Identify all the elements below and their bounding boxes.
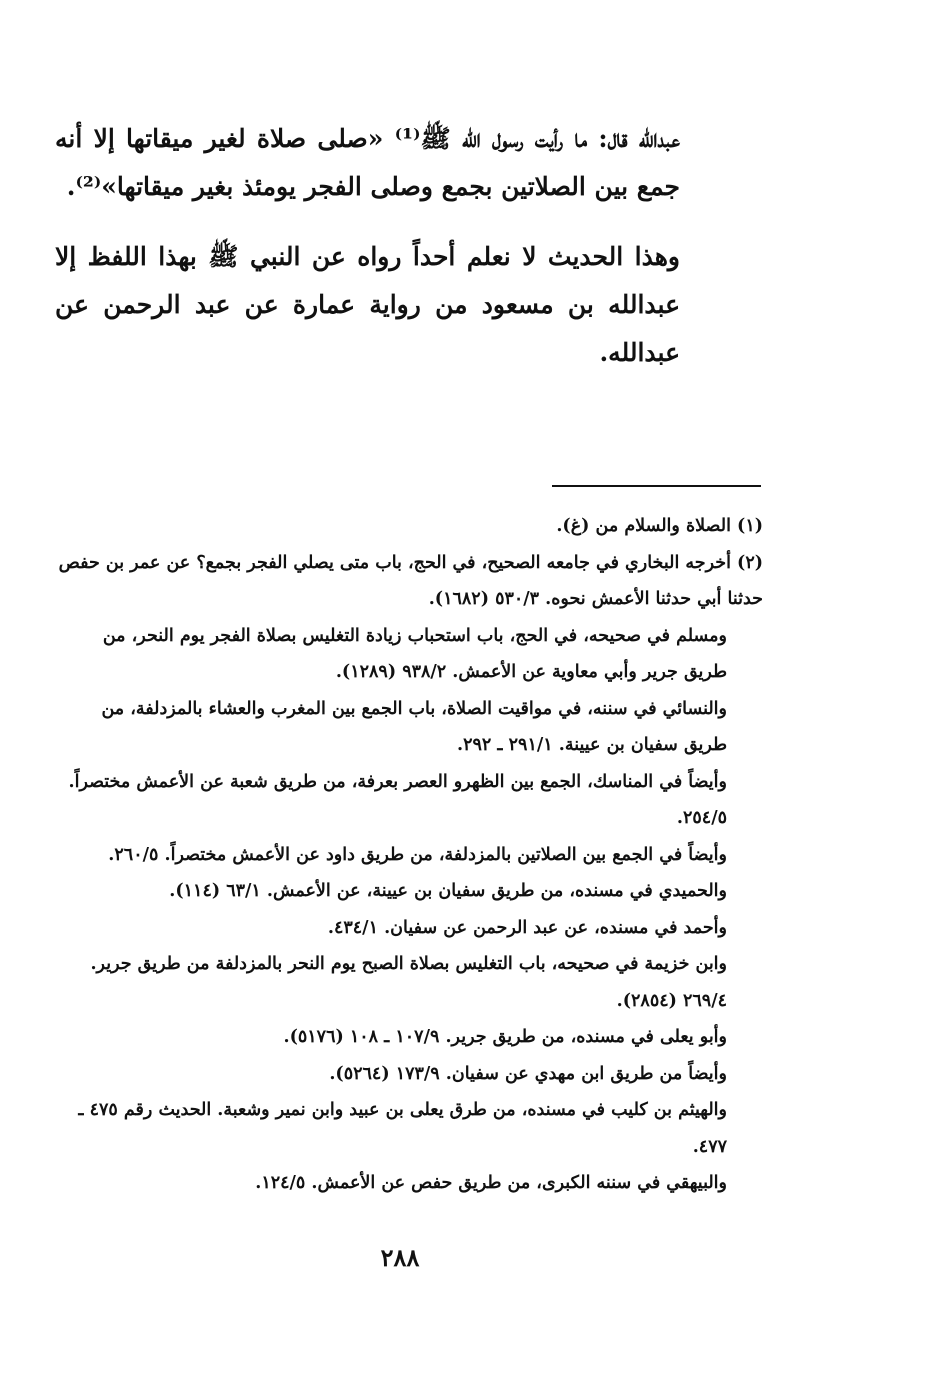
page-number: ٢٨٨ <box>380 1243 420 1272</box>
footnote-source-ahmad: وأحمد في مسنده، عن عبد الرحمن عن سفيان. ٤٣٤/١. <box>327 917 727 938</box>
footnote-source-muslim: ومسلم في صحيحه، في الحج، باب استحباب زيادة التغليس بصلاة الفجر يوم النحر، من طريق جرير وأبي معاوية عن الأعمش. ٩٣٨/٢ (١٢٨٩). <box>102 625 727 682</box>
footnote-source-nasai: والنسائي في سننه، في مواقيت الصلاة، باب الجمع بين المغرب والعشاء بالمزدلفة، من طريق سفيان بن عيينة. ٢٩١/١ ـ ٢٩٢. <box>101 698 727 755</box>
main-paragraph-2: وهذا الحديث لا نعلم أحداً رواه عن النبي ﷺ بهذا اللفظ إلا عبدالله بن مسعود من رواية عمارة عن عبد الرحمن عن عبدالله. <box>55 242 680 367</box>
footnotes <box>58 508 763 1202</box>
footnote-source-nasai-muzdalifa: وأيضاً في الجمع بين الصلاتين بالمزدلفة، من طريق داود عن الأعمش مختصراً. ٢٦٠/٥. <box>108 844 727 865</box>
footnote-separator <box>552 485 761 487</box>
footnote-source-bayhaqi: والبيهقي في سننه الكبرى، من طريق حفص عن الأعمش. ١٢٤/٥. <box>255 1173 727 1193</box>
footnote-source-abu-yala: وأبو يعلى في مسنده، من طريق جرير. ١٠٧/٩ ـ ١٠٨ (٥١٧٦). <box>283 1027 727 1047</box>
main-paragraph-1: عبدالله قال: ما رأيت رسول الله ﷺ⁽¹⁾ «صلى صلاة لغير ميقاتها إلا أنه جمع بين الصلاتين بجمع وصلى الفجر يومئذ بغير ميقاتها»⁽²⁾. <box>55 124 680 201</box>
footnote-source-ibn-khuzayma: وابن خزيمة في صحيحه، باب التغليس بصلاة الصبح يوم النحر بالمزدلفة من طريق جرير. ٢٦٩/٤ (٢٨٥٤). <box>90 954 727 1011</box>
footnote-source-humaydi: والحميدي في مسنده، من طريق سفيان بن عيينة، عن الأعمش. ٦٣/١ (١١٤). <box>169 881 727 901</box>
footnote-source-abu-yala-2: وأيضاً من طريق ابن مهدي عن سفيان. ١٧٣/٩ (٥٢٦٤). <box>329 1063 727 1084</box>
footnote-source-nasai-manasik: وأيضاً في المناسك، الجمع بين الظهرو العصر بعرفة، من طريق شعبة عن الأعمش مختصراً. ٢٥٤/٥. <box>68 771 727 828</box>
footnote-source-haytham: والهيثم بن كليب في مسنده، من طرق يعلى بن عبيد وابن نمير وشعبة. الحديث رقم ٤٧٥ ـ ٤٧٧. <box>78 1100 727 1157</box>
footnote-2: (٢) أخرجه البخاري في جامعه الصحيح، في الحج، باب متى يصلي الفجر بجمع؟ عن عمر بن حفص حدثنا أبي حدثنا الأعمش نحوه. ٥٣٠/٣ (١٦٨٢). <box>58 552 763 609</box>
main-text <box>55 115 680 377</box>
footnote-1: (١) الصلاة والسلام من (غ). <box>556 516 763 536</box>
